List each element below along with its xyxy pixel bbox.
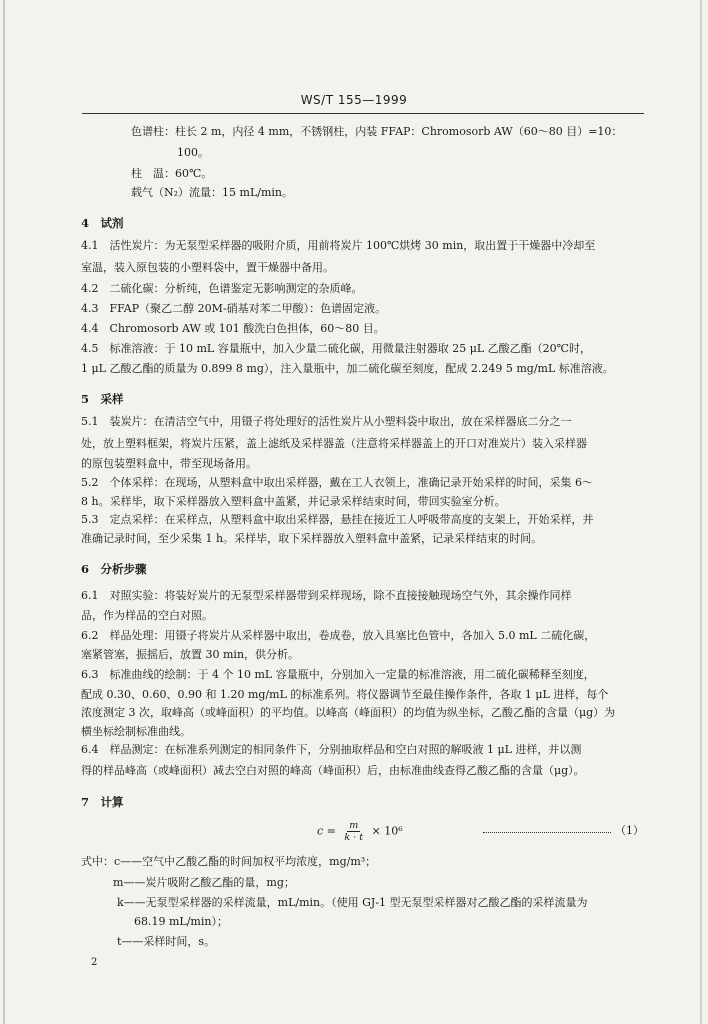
text-line: 5.2 个体采样：在现场，从塑料盒中取出采样器，戴在工人衣领上，准确记录开始采样的时间，采集 6～ <box>81 476 593 489</box>
text-line: m——炭片吸附乙酸乙酯的量，mg； <box>113 876 295 889</box>
text-line: 1 μL 乙酸乙酯的质量为 0.899 8 mg），注入量瓶中，加二硫化碳至刻度，配成 2.249 5 mg/mL 标准溶液。 <box>81 362 614 375</box>
standard-code-header: WS/T 155—1999 <box>300 93 408 107</box>
text-line: 4.5 标准溶液：于 10 mL 容量瓶中，加入少量二硫化碳，用微量注射器取 25 μL 乙酸乙酯（20℃时， <box>81 342 591 355</box>
text-line: 柱 温：60℃。 <box>131 167 213 180</box>
text-line: 横坐标绘制标准曲线。 <box>81 725 191 738</box>
section-heading: 7 计算 <box>81 795 124 809</box>
formula-rhs: × 10⁶ <box>371 824 403 838</box>
text-line: 6.1 对照实验：将装好炭片的无泵型采样器带到采样现场，除不直接接触现场空气外，其余操作同样 <box>81 589 572 602</box>
text-line: 品，作为样品的空白对照。 <box>81 609 213 622</box>
text-line: 4.1 活性炭片：为无泵型采样器的吸附介质，用前将炭片 100℃烘烤 30 min，取出置于干燥器中冷却至 <box>81 239 596 252</box>
page-number: 2 <box>91 957 98 968</box>
dot-leader <box>483 826 611 833</box>
text-line: 准确记录时间，至少采集 1 h。采样毕，取下采样器放入塑料盒中盖紧，记录采样结束的时间。 <box>81 532 543 545</box>
text-line: 4.3 FFAP（聚乙二醇 20M-硝基对苯二甲酸）：色谱固定液。 <box>81 302 387 315</box>
text-line: 6.4 样品测定：在标准系列测定的相同条件下，分别抽取样品和空白对照的解吸液 1 μL 进样，并以测 <box>81 743 582 756</box>
text-line: 4.4 Chromosorb AW 或 101 酸洗白色担体，60～80 目。 <box>81 322 385 335</box>
text-line: 得的样品峰高（或峰面积）减去空白对照的峰高（峰面积）后，由标准曲线查得乙酸乙酯的含量（μg）。 <box>81 764 585 777</box>
text-line: 载气（N₂）流量：15 mL/min。 <box>131 186 294 199</box>
equation-number: （1） <box>615 824 644 837</box>
concentration-formula <box>317 820 403 843</box>
formula-fraction <box>342 820 365 843</box>
text-line: 100。 <box>177 146 209 159</box>
text-line: 室温，装入原包装的小塑料袋中，置干燥器中备用。 <box>81 261 334 274</box>
text-line: t——采样时间，s。 <box>117 935 216 948</box>
section-heading: 4 试剂 <box>81 216 124 230</box>
text-line: 式中：c——空气中乙酸乙酯的时间加权平均浓度，mg/m³； <box>81 855 377 868</box>
text-line: 5.3 定点采样：在采样点，从塑料盒中取出采样器，悬挂在接近工人呼吸带高度的支架上，开始采样，并 <box>81 513 594 526</box>
text-line: k——无泵型采样器的采样流量，mL/min。（使用 GJ-1 型无泵型采样器对乙酸乙酯的采样流量为 <box>117 896 588 909</box>
header-rule <box>82 113 644 114</box>
scan-edge-left <box>3 0 5 1024</box>
text-line: 色谱柱：柱长 2 m，内径 4 mm，不锈钢柱，内装 FFAP：Chromosorb AW（60～80 目）=10： <box>131 125 623 138</box>
text-line: 6.3 标准曲线的绘制：于 4 个 10 mL 容量瓶中，分别加入一定量的标准溶液，用二硫化碳稀释至刻度， <box>81 668 595 681</box>
text-line: 浓度测定 3 次，取峰高（或峰面积）的平均值。以峰高（峰面积）的均值为纵坐标，乙酸乙酯的含量（μg）为 <box>81 706 616 719</box>
text-line: 6.2 样品处理：用镊子将炭片从采样器中取出，卷成卷，放入具塞比色管中，各加入 5.0 mL 二硫化碳， <box>81 629 596 642</box>
section-heading: 5 采样 <box>81 392 124 406</box>
formula-lhs: c = <box>317 824 336 838</box>
formula-numerator: m <box>349 820 359 831</box>
text-line: 68.19 mL/min）； <box>134 915 228 928</box>
text-line: 配成 0.30、0.60、0.90 和 1.20 mg/mL 的标准系列。将仪器调节至最佳操作条件，各取 1 μL 进样，每个 <box>81 688 609 701</box>
formula-denominator: k · t <box>344 832 364 843</box>
text-line: 8 h。采样毕，取下采样器放入塑料盒中盖紧，并记录采样结束时间，带回实验室分析。 <box>81 495 506 508</box>
text-line: 5.1 装炭片：在清洁空气中，用镊子将处理好的活性炭片从小塑料袋中取出，放在采样器底二分之一 <box>81 415 572 428</box>
text-line: 4.2 二硫化碳：分析纯，色谱鉴定无影响测定的杂质峰。 <box>81 282 363 295</box>
text-line: 的原包装塑料盒中，带至现场备用。 <box>81 457 257 470</box>
text-line: 塞紧管塞，振摇后，放置 30 min，供分析。 <box>81 648 300 661</box>
section-heading: 6 分析步骤 <box>81 562 147 576</box>
scan-edge-right <box>700 0 702 1024</box>
text-line: 处，放上塑料框架，将炭片压紧，盖上滤纸及采样器盖（注意将采样器盖上的开口对准炭片）装入采样器 <box>81 437 587 450</box>
